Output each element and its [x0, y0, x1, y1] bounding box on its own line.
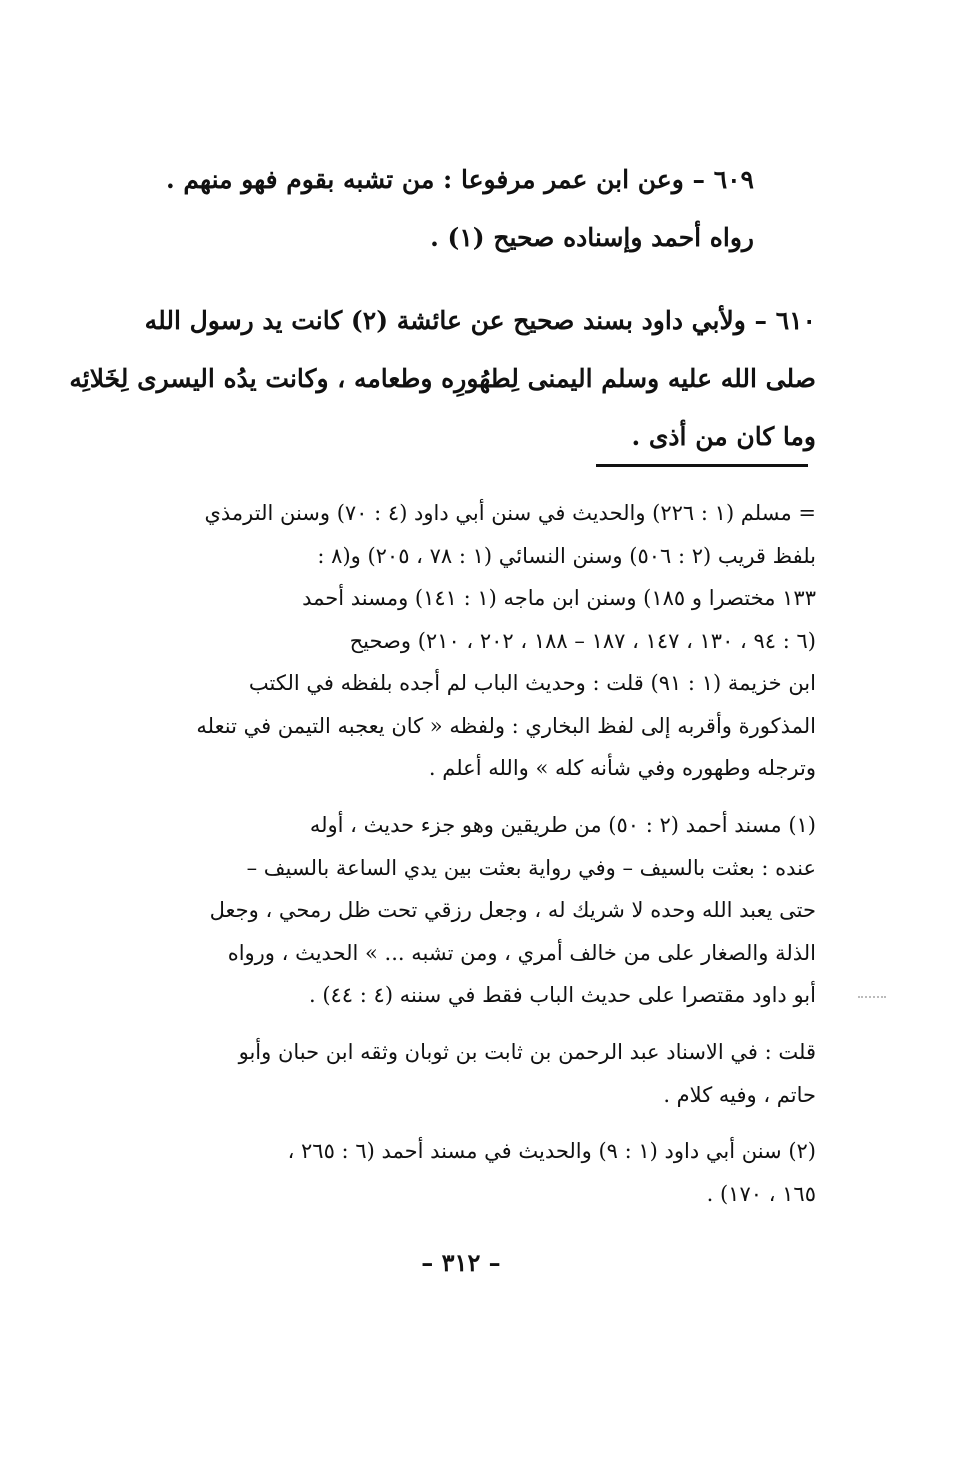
hadith-610-line-3: وما كان من أذى .: [631, 422, 816, 451]
footnote-1: [144, 804, 816, 1017]
page-number: – ٣١٢ –: [421, 1248, 501, 1277]
footnote-comment: [144, 1031, 816, 1116]
footnote-line: عنده : بعثت بالسيف – وفي رواية بعثت بين يدي الساعة بالسيف –: [246, 855, 816, 880]
scan-speck: [858, 996, 886, 998]
hadith-609-text: ٦٠٩ – وعن ابن عمر مرفوعا : من تشبه بقوم فهو منهم .: [166, 165, 754, 194]
footnote-line: أبو داود مقتصرا على حديث الباب فقط في سننه (٤ : ٤٤) .: [308, 983, 816, 1007]
footnote-line: ١٣٣ مختصرا و ١٨٥) وسنن ابن ماجه (١ : ١٤١) ومسند أحمد: [302, 586, 816, 610]
footnote-separator: [596, 464, 808, 467]
footnote-line: المذكورة وأقربه إلى لفظ البخاري : ولفظه « كان يعجبه التيمن في تنعله: [196, 713, 816, 738]
footnote-line: ابن خزيمة (١ : ٩١) قلت : وحديث الباب لم أجده بلفظه في الكتب: [248, 671, 816, 695]
hadith-610-line-2: صلى الله عليه وسلم اليمنى لِطهُورِه وطعامه ، وكانت يدُه اليسرى لِخَلائِه: [69, 364, 816, 393]
footnote-2: [144, 1130, 816, 1215]
hadith-609: [144, 151, 754, 267]
footnote-line: (١) مسند أحمد (٢ : ٥٠) من طريقين وهو جزء حديث ، أوله: [309, 813, 816, 837]
footnote-line: = مسلم (١ : ٢٢٦) والحديث في سنن أبي داود (٤ : ٧٠) وسنن الترمذي: [204, 501, 816, 525]
footnote-line: وترجله وطهوره وفي شأنه كله » والله أعلم .: [428, 756, 816, 780]
footnote-line: (٦ : ٩٤ ، ١٣٠ ، ١٤٧ ، ١٨٧ – ١٨٨ ، ٢٠٢ ، ٢١٠) وصحيح: [349, 628, 816, 653]
hadith-610-line-1: ٦١٠ – ولأبي داود بسند صحيح عن عائشة (٢) كانت يد رسول الله: [144, 306, 816, 335]
footnote-continued: [144, 492, 816, 790]
hadith-609-source: رواه أحمد وإسناده صحيح (١) .: [430, 223, 754, 252]
hadith-610: [69, 292, 816, 466]
footnote-line: بلفظ قريب (٢ : ٥٠٦) وسنن النسائي (١ : ٧٨ ، ٢٠٥) و(٨ :: [317, 543, 816, 568]
footnote-line: الذلة والصغار على من خالف أمري ، ومن تشبه ... » الحديث ، ورواه: [227, 940, 816, 965]
footnote-line: (٢) سنن أبي داود (١ : ٩) والحديث في مسند أحمد (٦ : ٢٦٥ ،: [287, 1139, 816, 1163]
footnote-line: قلت : في الاسناد عبد الرحمن بن ثابت بن ثوبان وثقه ابن حبان وأبو: [238, 1040, 816, 1064]
footnote-line: ١٦٥ ، ١٧٠) .: [706, 1181, 816, 1206]
footnote-line: حاتم ، وفيه كلام .: [663, 1082, 816, 1107]
footnote-line: حتى يعبد الله وحده لا شريك له ، وجعل رزقي تحت ظل رمحي ، وجعل: [209, 898, 816, 922]
